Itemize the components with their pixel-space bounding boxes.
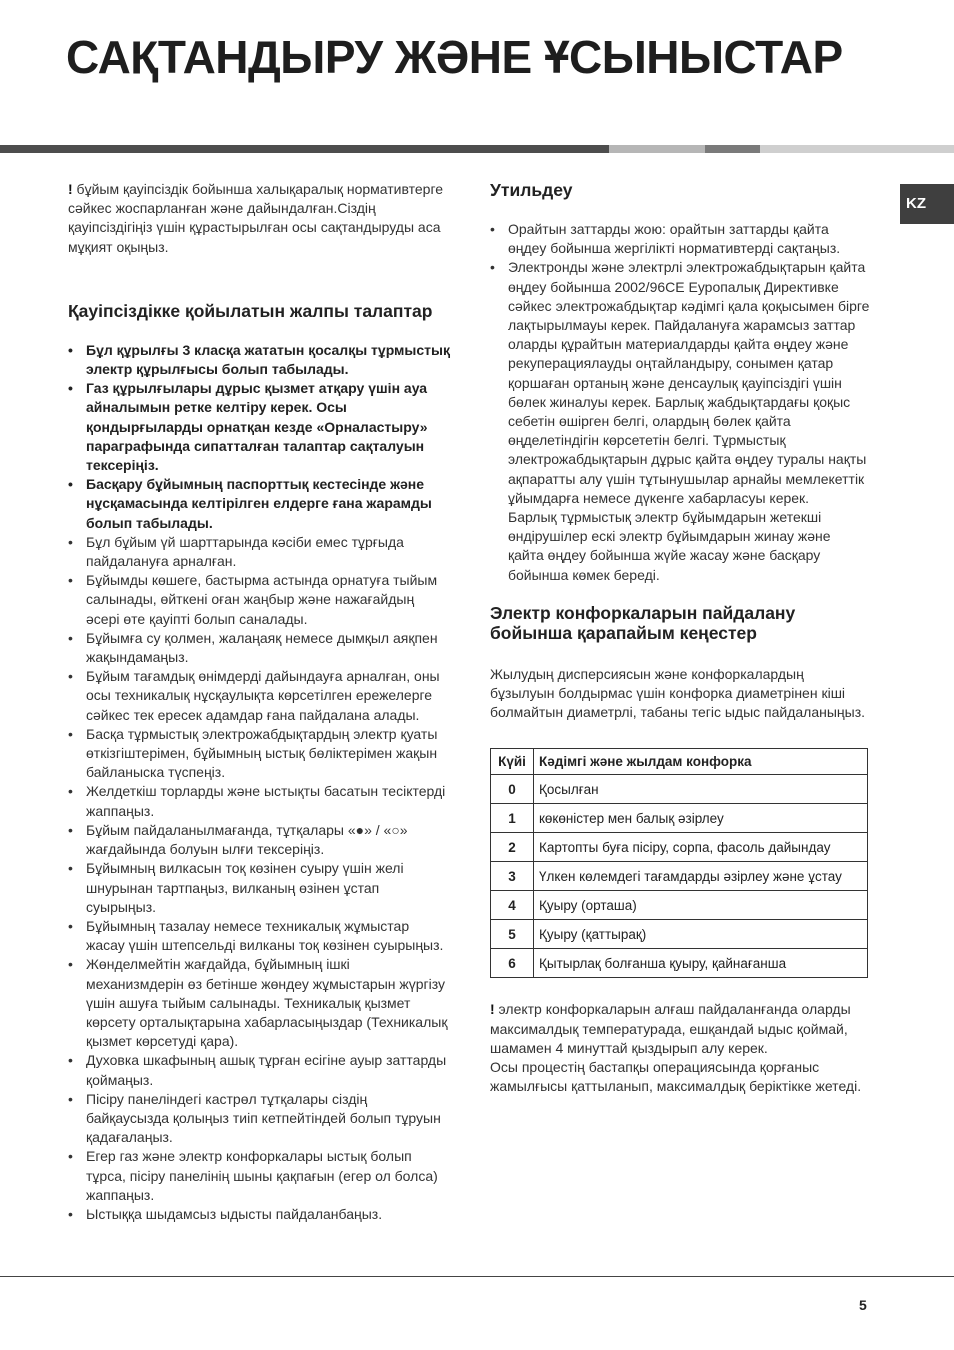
page-number: 5 <box>859 1297 867 1313</box>
intro-paragraph: ! бұйым қауіпсіздік бойынша халықаралық нормативтерге сәйкес жоспарланған және дайындалған.Сіздің қауіпсіздігіңіз үшін құрастырылған осы сақтандыруды аса мұқият оқыңыз. <box>68 181 444 255</box>
table-cell: 2 <box>491 833 534 862</box>
list-item: • Егер газ және электр конфоркалары ыстық болып тұрса, пісіру панелінің шыны қақпағын (егер ол болса) жаппаңыз. <box>68 1147 450 1205</box>
right-column <box>490 180 870 1096</box>
list-item: • Жөнделмейтін жағдайда, бұйымның ішкі механизмдерін өз бетінше жөндеу жұмыстарын жүргізу үшін ашуға тыйым салынады. Техникалық қызмет көрсету орталықтарына хабарласыңыздар (Техникалық қызмет көрсетуді қара). <box>68 955 450 1051</box>
disposal-list <box>490 220 870 585</box>
header-rule-mid <box>705 145 760 153</box>
table-cell: Қуыру (қаттырақ) <box>534 920 868 949</box>
footer-rule <box>0 1276 954 1277</box>
table-cell: Қосылған <box>534 775 868 804</box>
list-item: • Орайтын заттарды жою: орайтын заттарды қайта өңдеу бойынша жергілікті нормативтерді сақтаңыз. <box>490 220 870 258</box>
hob-settings-table <box>490 748 868 978</box>
list-item: • Электронды және электрлі электрожабдықтарын қайта өңдеу бойынша 2002/96CE Еуропалық Директивке сәйкес электрожабдықтар кәдімгі қала қоқысымен бірге лақтырылмауы керек. Пайдалануға жарамсыз заттар оларды құрайтын материалдарды қайта өңдеу және рекуперациялауды оңтайландыру, сонымен қатар қоршаған ортаның және денсаулық қауіпсіздігі үшін бөлек жиналуы керек. Барлық жабдықтардағы қоқыс себетін өшірген белгі, олардың бөлек қайта өңделетіндігін көрсететін белгі. Тұрмыстық электрожабдықтарын дұрыс қайта өңдеу туралы нақты ақпаратты алу үшін тұтынушылар арнайы мемлекеттік ұйымдарға немесе дүкенге хабарласуы керек. Барлық тұрмыстық электр бұйымдарын жетекші өндірушілер ескі электр бұйымдарын жинау және қайта өңдеу бойынша жүйе жасау және басқару бойынша көмек береді. <box>490 258 870 584</box>
list-item: • Ыстыққа шыдамсыз ыдысты пайдаланбаңыз. <box>68 1205 450 1224</box>
table-row <box>491 833 868 862</box>
list-item: • Бұл құрылғы 3 класқа жататын қосалқы тұрмыстық электр құрылғысы болып табылады. <box>68 341 450 379</box>
safety-heading: Қауіпсіздікке қойылатын жалпы талаптар <box>68 300 433 321</box>
language-tab: KZ <box>900 184 954 224</box>
left-column <box>68 180 450 1224</box>
table-cell: 1 <box>491 804 534 833</box>
table-cell: Қуыру (орташа) <box>534 891 868 920</box>
table-cell: 4 <box>491 891 534 920</box>
disposal-extra: Барлық тұрмыстық электр бұйымдарын жетекші өндірушілер ескі электр бұйымдарын жинау және қайта өңдеу бойынша жүйе жасау және басқару бойынша көмек береді. <box>508 509 831 583</box>
table-row <box>491 804 868 833</box>
header-rule-dark <box>0 145 609 153</box>
table-cell: Үлкен көлемдегі тағамдарды әзірлеу және ұстау <box>534 862 868 891</box>
table-header: Күйі <box>491 749 534 775</box>
list-item: • Бұйымды көшеге, бастырма астында орнатуға тыйым салынады, өйткені оған жаңбыр және нажағайдың әсері өте қауіпті болып саналады. <box>68 571 450 629</box>
table-row <box>491 891 868 920</box>
list-item: • Желдеткіш торларды және ыстықты басатын тесіктерді жаппаңыз. <box>68 782 450 820</box>
table-header: Кәдімгі және жылдам конфорка <box>534 749 868 775</box>
list-item: • Басқа тұрмыстық электрожабдықтардың электр қуаты өткізгіштерімен, бұйымның ыстық бөліктерімен жақын байланыска түспеңіз. <box>68 725 450 783</box>
disposal-heading: Утильдеу <box>490 180 573 200</box>
warning-mark: ! <box>68 181 73 197</box>
table-cell: Қытырлақ болғанша қуыру, қайнағанша <box>534 949 868 978</box>
table-header-row <box>491 749 868 775</box>
table-row <box>491 920 868 949</box>
table-row <box>491 862 868 891</box>
hob-tips-heading: Электр конфоркаларын пайдалану бойынша қарапайым кеңестер <box>490 602 796 643</box>
list-item: • Бұйым тағамдық өнімдерді дайындауға арналған, оны осы техникалық нұсқаулықта көрсетілген ережелерге сәйкес тек ересек адамдар ғана пайдалана алады. <box>68 667 450 725</box>
table-cell: 6 <box>491 949 534 978</box>
warning-mark: ! <box>490 1001 495 1018</box>
table-row <box>491 775 868 804</box>
list-item: • Пісіру панеліндегі кастрөл тұтқалары сіздің байқаусызда қолыңыз тиіп кетпейтіндей болып тұруын қадағалаңыз. <box>68 1090 450 1148</box>
table-row <box>491 949 868 978</box>
first-use-note: ! электр конфоркаларын алғаш пайдаланғанда оларды максималдық температурада, ешқандай ыдыс қоймай, шамамен 4 минуттай қыздырып алу керек. Осы процестің бастапқы операциясында қорғаныс жамылғысы қаттыланып, максималдық беріктікке жетеді. <box>490 1001 862 1095</box>
list-item: • Басқару бұйымның паспорттық кестесінде және нұсқамасында келтірілген елдерге ғана жарамды болып табылады. <box>68 475 450 533</box>
header-rule-pale <box>760 145 954 153</box>
list-item: • Бұйымға су қолмен, жалаңаяқ немесе дымқыл аяқпен жақындамаңыз. <box>68 629 450 667</box>
page-title: САҚТАНДЫРУ ЖӘНЕ ҰСЫНЫСТАР <box>66 31 843 83</box>
safety-list <box>68 341 450 1224</box>
list-item: • Газ құрылғылары дұрыс қызмет атқару үшін ауа айналымын ретке келтіру керек. Осы қондырғыларды орнатқан кезде «Орналастыру» параграфында сипатталған талаптар сақталуын тексеріңіз. <box>68 379 450 475</box>
list-item: • Бұйымның тазалау немесе техникалық жұмыстар жасау үшін штепсельді вилканы тоқ көзінен суырыңыз. <box>68 917 450 955</box>
table-cell: 5 <box>491 920 534 949</box>
list-item: • Бұйымның вилкасын тоқ көзінен суыру үшін желі шнурынан тартпаңыз, вилканың өзінен ұстап суырыңыз. <box>68 859 450 917</box>
list-item: • Бұл бұйым үй шарттарында кәсіби емес тұрғыда пайдалануға арналған. <box>68 533 450 571</box>
table-cell: көкөністер мен балық әзірлеу <box>534 804 868 833</box>
hob-tips-paragraph: Жылудың дисперсиясын және конфоркалардың бұзылуын болдырмас үшін конфорка диаметрінен кіші болмайтын диаметрлі, табаны тегіс ыдыс пайдаланыңыз. <box>490 665 866 721</box>
table-cell: 0 <box>491 775 534 804</box>
header-rule-light <box>609 145 705 153</box>
list-item: • Духовка шкафының ашық тұрған есігіне ауыр заттарды қоймаңыз. <box>68 1051 450 1089</box>
table-cell: Картопты буға пісіру, сорпа, фасоль дайындау <box>534 833 868 862</box>
list-item: • Бұйым пайдаланылмағанда, тұтқалары «●» / «○» жағдайында болуын ылғи тексеріңіз. <box>68 821 450 859</box>
table-cell: 3 <box>491 862 534 891</box>
